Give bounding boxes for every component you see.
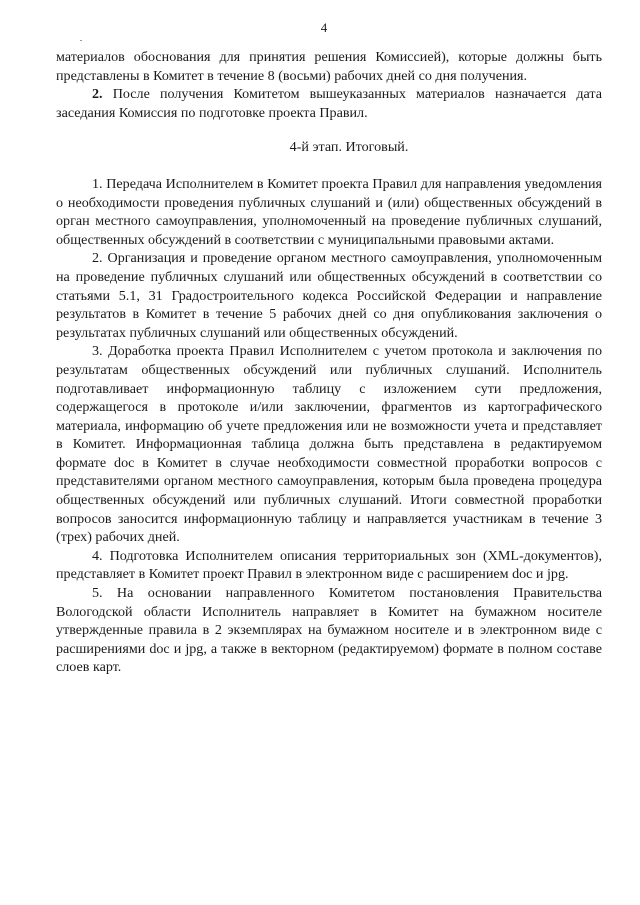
stage-item-3: 3. Доработка проекта Правил Исполнителем с учетом протокола и заключения по результатам общественных обсуждений или публичных слушаний. Исполнитель подготавливает информационную таблицу с изложением сути предложения, содержащегося в протоколе и/или заключении, фрагментов из картографического материала, информацию об учете предложения или не возможности учета и представляет в Комитет. Информационная таблица должна быть представлена в редактируемом формате doc в Комитет в случае необходимости совместной проработки вопросов с представителями органом местного самоуправления, которым была проведена процедура общественных обсуждений или публичных слушаний. Итоги совместной проработки вопросов заносится информационную таблицу и направляется участникам в течение 3 (трех) рабочих дней. [56,343,602,546]
stage-item-1: 1. Передача Исполнителем в Комитет проекта Правил для направления уведомления о необходимости проведения публичных слушаний и (или) общественных обсуждений в орган местного самоуправления, уполномоченный на проведение публичных слушаний, общественных обсуждений в соответствии с муниципальными правовыми актами. [56,175,602,248]
stage-item-2: 2. Организация и проведение органом местного самоуправления, уполномоченным на проведение публичных слушаний или общественных обсуждений в соответствии со статьями 5.1, 31 Градостроительного кодекса Российской Федерации и направление результатов в Комитет в течение 5 рабочих дней со дня опубликования заключения о результатах публичных слушаний или общественных обсуждений. [56,250,602,341]
stage-title: 4-й этап. Итоговый. [289,139,409,156]
intro-item-2-number: 2. [92,86,103,103]
page-number: 4 [320,20,328,35]
stage-item-4: 4. Подготовка Исполнителем описания территориальных зон (XML-документов), представляет в Комитет проект Правил в электронном виде с расширением doc и jpg. [56,547,602,583]
stage-item-5: 5. На основании направленного Комитетом постановления Правительства Вологодской области Исполнитель направляет в Комитет на бумажном носителе утвержденные правила в 2 экземплярах на бумажном носителе и в электронном виде с расширениями doc и jpg, а также в векторном (редактируемом) формате в полном составе слоев карт. [56,585,602,676]
scan-speck [80,40,82,41]
continuation-paragraph: материалов обоснования для принятия решения Комиссией), которые должны быть представлены в Комитет в течение 8 (восьми) рабочих дней со дня получения. [56,49,602,84]
intro-item-2-text: После получения Комитетом вышеуказанных материалов назначается дата заседания Комиссия по подготовке проекта Правил. [56,86,602,121]
intro-item-2 [56,85,602,122]
document-body [56,48,602,677]
